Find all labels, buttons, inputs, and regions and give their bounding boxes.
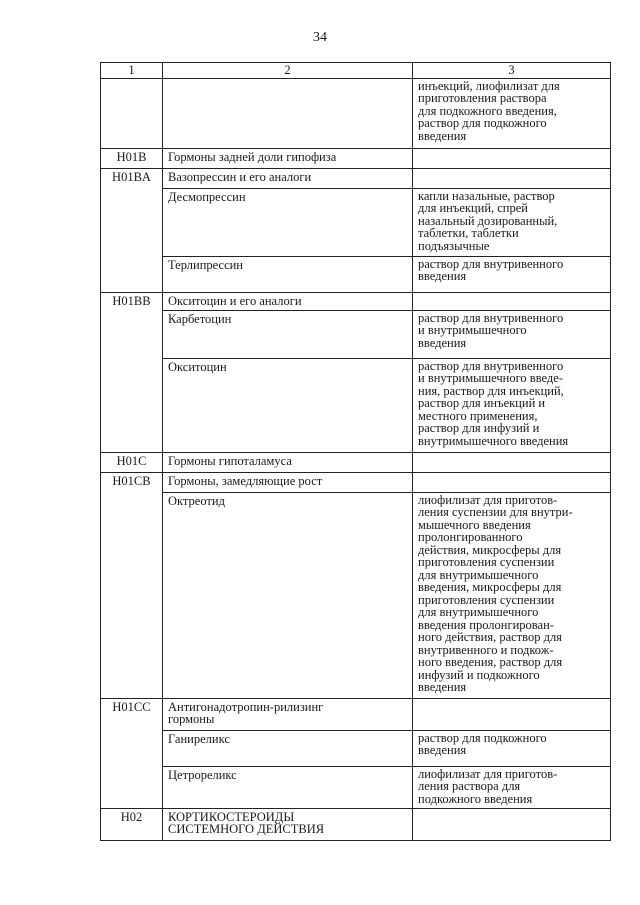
table-row xyxy=(101,168,611,188)
page-number: 34 xyxy=(313,30,327,45)
drug-name-cell: Антигонадотропин-рилизинг гормоны xyxy=(163,698,413,730)
drug-name-cell: Окситоцин xyxy=(163,358,413,452)
dosage-form-cell: раствор для внутривенного введения xyxy=(413,256,611,292)
atc-code-cell xyxy=(101,78,163,148)
atc-code-cell: H02 xyxy=(101,808,163,840)
atc-code-cell: H01BB xyxy=(101,292,163,452)
table-row xyxy=(101,310,611,358)
column-header-3: 3 xyxy=(413,63,611,79)
drug-name-cell: Гормоны, замедляющие рост xyxy=(163,472,413,492)
table-row xyxy=(101,148,611,168)
dosage-form-cell xyxy=(413,168,611,188)
drug-name-cell: Окситоцин и его аналоги xyxy=(163,292,413,310)
table-row xyxy=(101,492,611,698)
table-row xyxy=(101,78,611,148)
column-header-1: 1 xyxy=(101,63,163,79)
table-row xyxy=(101,472,611,492)
atc-code-cell: H01B xyxy=(101,148,163,168)
table-header-row xyxy=(101,63,611,79)
table-row xyxy=(101,808,611,840)
dosage-form-cell xyxy=(413,472,611,492)
dosage-form-cell: раствор для внутривенного и внутримышечного введения xyxy=(413,310,611,358)
table-row xyxy=(101,188,611,256)
dosage-form-cell: лиофилизат для приготов- ления суспензии для внутри- мышечного введения пролонгированного действия, микросферы для приготовления суспензии для внутримышечного введения, микросферы для приготовления суспензии для внутримышечного введения пролонгирован- ного действия, раствор для внутривенного и подкож- ного введения, раствор для инфузий и подкожного введения xyxy=(413,492,611,698)
dosage-form-cell xyxy=(413,808,611,840)
drug-name-cell: Цетрореликс xyxy=(163,766,413,808)
column-header-2: 2 xyxy=(163,63,413,79)
table-row xyxy=(101,358,611,452)
drug-name-cell: Терлипрессин xyxy=(163,256,413,292)
medication-table xyxy=(100,62,611,841)
drug-name-cell: Карбетоцин xyxy=(163,310,413,358)
dosage-form-cell: капли назальные, раствор для инъекций, спрей назальный дозированный, таблетки, таблетки подъязычные xyxy=(413,188,611,256)
drug-name-cell: Гормоны гипоталамуса xyxy=(163,452,413,472)
atc-code-cell: H01CC xyxy=(101,698,163,808)
table-row xyxy=(101,698,611,730)
dosage-form-cell: лиофилизат для приготов- ления раствора для подкожного введения xyxy=(413,766,611,808)
dosage-form-cell xyxy=(413,148,611,168)
dosage-form-cell: раствор для внутривенного и внутримышечного введе- ния, раствор для инъекций, раствор для инъекций и местного применения, раствор для инфузий и внутримышечного введения xyxy=(413,358,611,452)
drug-name-cell: Вазопрессин и его аналоги xyxy=(163,168,413,188)
atc-code-cell: H01C xyxy=(101,452,163,472)
table-row xyxy=(101,256,611,292)
drug-name-cell xyxy=(163,78,413,148)
drug-name-cell: Гормоны задней доли гипофиза xyxy=(163,148,413,168)
dosage-form-cell xyxy=(413,698,611,730)
table-row xyxy=(101,452,611,472)
table-row xyxy=(101,730,611,766)
atc-code-cell: H01BA xyxy=(101,168,163,292)
drug-name-cell: Ганиреликс xyxy=(163,730,413,766)
dosage-form-cell xyxy=(413,452,611,472)
table-row xyxy=(101,766,611,808)
drug-name-cell: КОРТИКОСТЕРОИДЫ СИСТЕМНОГО ДЕЙСТВИЯ xyxy=(163,808,413,840)
drug-name-cell: Десмопрессин xyxy=(163,188,413,256)
atc-code-cell: H01CB xyxy=(101,472,163,698)
dosage-form-cell xyxy=(413,292,611,310)
dosage-form-cell: раствор для подкожного введения xyxy=(413,730,611,766)
drug-name-cell: Октреотид xyxy=(163,492,413,698)
table-row xyxy=(101,292,611,310)
dosage-form-cell: инъекций, лиофилизат для приготовления раствора для подкожного введения, раствор для подкожного введения xyxy=(413,78,611,148)
